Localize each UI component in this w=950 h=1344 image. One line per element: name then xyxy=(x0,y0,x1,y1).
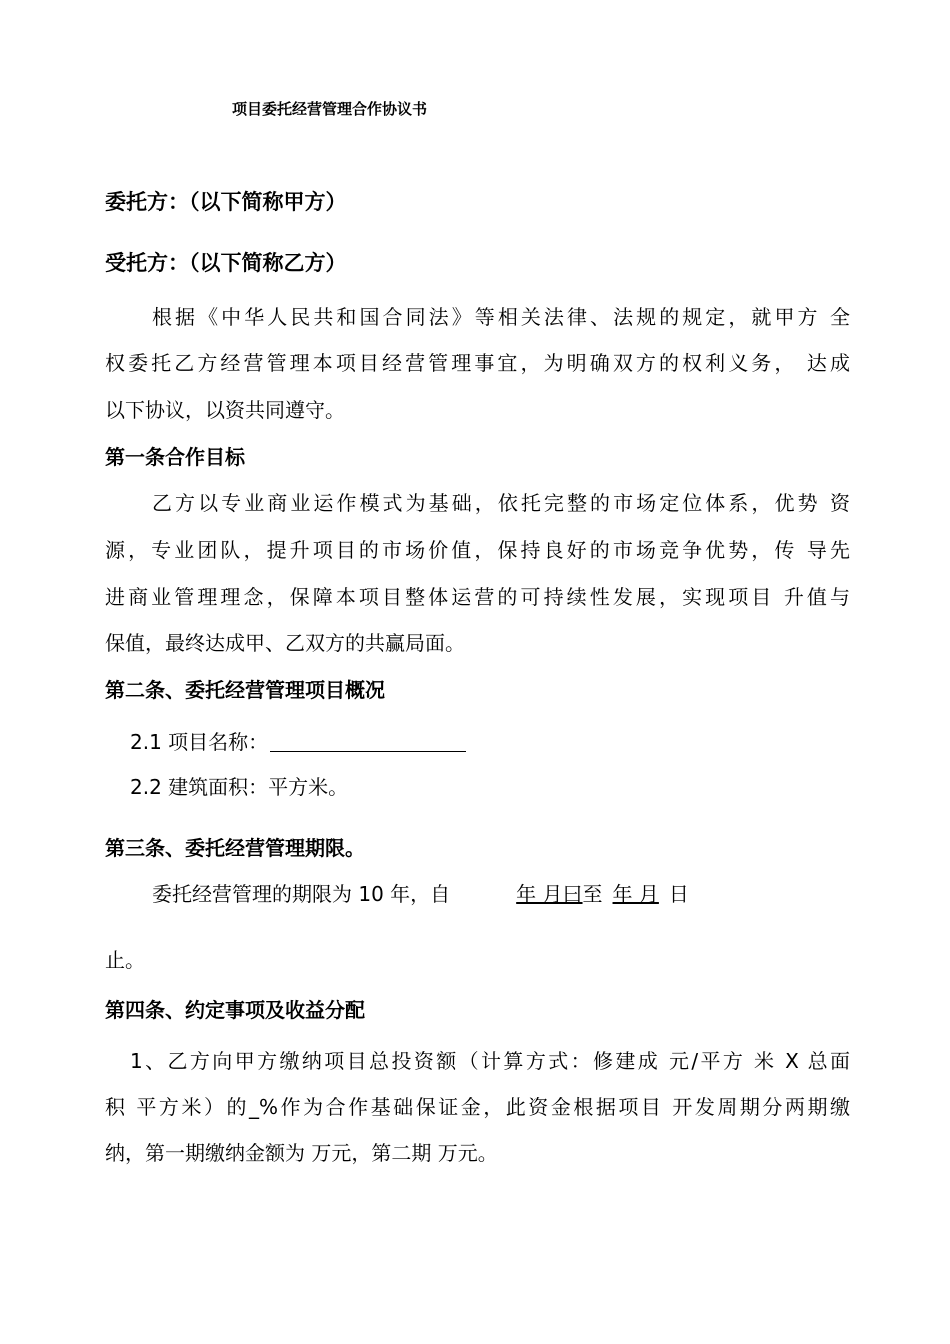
article-4-line-1: 1、乙方向甲方缴纳项目总投资额（计算方式：修建成 元/平方 米 X 总面 xyxy=(130,1049,850,1073)
preamble-line-3: 以下协议，以资共同遵守。 xyxy=(105,398,345,422)
party-a-heading: 委托方：（以下简称甲方） xyxy=(105,190,347,214)
article-4-heading: 第四条、约定事项及收益分配 xyxy=(105,998,365,1022)
article-4-line-3: 纳，第一期缴纳金额为 万元，第二期 万元。 xyxy=(105,1141,498,1165)
party-b-heading: 受托方：（以下简称乙方） xyxy=(105,251,347,275)
article-2-heading: 第二条、委托经营管理项目概况 xyxy=(105,678,385,702)
article-1-line-3: 进商业管理理念，保障本项目整体运营的可持续性发展，实现项目 升值与 xyxy=(105,585,850,609)
end-date-blank: 年 月 xyxy=(612,882,659,906)
start-date-blank: 年 月曰 xyxy=(516,882,583,906)
article-1-line-1: 乙方以专业商业运作模式为基础，依托完整的市场定位体系，优势 资 xyxy=(152,491,850,515)
article-4-line-2: 积 平方米）的_%作为合作基础保证金，此资金根据项目 开发周期分两期缴 xyxy=(105,1095,850,1119)
project-name-label: 2.1 项目名称： xyxy=(130,730,269,754)
term-prefix: 委托经营管理的期限为 10 年，自 xyxy=(152,882,451,906)
preamble-line-2: 权委托乙方经营管理本项目经营管理事宜，为明确双方的权利义务， 达成 xyxy=(105,351,850,375)
preamble-line-1: 根据《中华人民共和国合同法》等相关法律、法规的规定，就甲方 全 xyxy=(152,305,850,329)
article-1-line-4: 保值，最终达成甲、乙双方的共赢局面。 xyxy=(105,631,465,655)
document-title: 项目委托经营管理合作协议书 xyxy=(232,100,428,118)
article-3-line-1 xyxy=(152,884,897,904)
article-1-line-2: 源，专业团队，提升项目的市场价值，保持良好的市场竞争优势，传 导先 xyxy=(105,538,850,562)
article-2-item-1 xyxy=(130,731,875,752)
article-3-heading: 第三条、委托经营管理期限。 xyxy=(105,836,365,860)
article-1-heading: 第一条合作目标 xyxy=(105,445,245,469)
article-3-line-2: 止。 xyxy=(105,948,145,972)
term-to: 至 xyxy=(582,882,603,906)
project-name-blank xyxy=(270,731,466,752)
article-2-item-2: 2.2 建筑面积：平方米。 xyxy=(130,775,349,799)
term-day: 日 xyxy=(668,882,689,906)
